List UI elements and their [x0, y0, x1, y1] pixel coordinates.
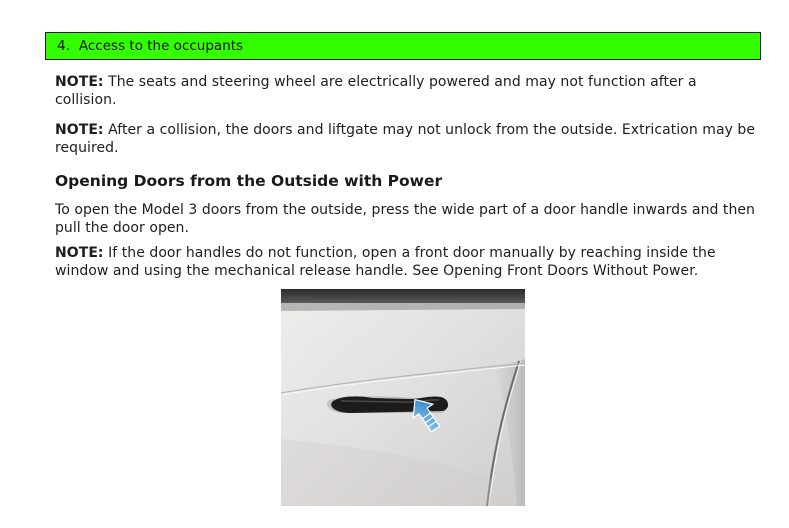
note-text: After a collision, the doors and liftgate may not unlock from the outside. Extrication may be required.: [55, 122, 756, 156]
section-number: 4.: [57, 38, 70, 54]
note-door-handles: [55, 244, 755, 280]
window-trim: [281, 289, 525, 303]
section-title: Access to the occupants: [78, 38, 244, 54]
note-label: NOTE:: [55, 122, 104, 138]
note-label: NOTE:: [55, 245, 104, 261]
note-doors-liftgate: [55, 121, 755, 157]
note-seats-steering: [55, 73, 755, 109]
subsection-heading: Opening Doors from the Outside with Power: [55, 172, 443, 190]
section-header: [45, 32, 761, 60]
note-text: If the door handles do not function, open a front door manually by reaching inside the window and using the mechanical release handle. See Opening Front Doors Without Power.: [55, 245, 716, 279]
note-label: NOTE:: [55, 74, 104, 90]
door-handle-illustration: [281, 289, 525, 506]
subsection-body: To open the Model 3 doors from the outside, press the wide part of a door handle inwards and then pull the door open.: [55, 202, 755, 236]
door-handle-press-icon: [281, 289, 525, 506]
note-text: The seats and steering wheel are electrically powered and may not function after a collision.: [55, 74, 697, 108]
